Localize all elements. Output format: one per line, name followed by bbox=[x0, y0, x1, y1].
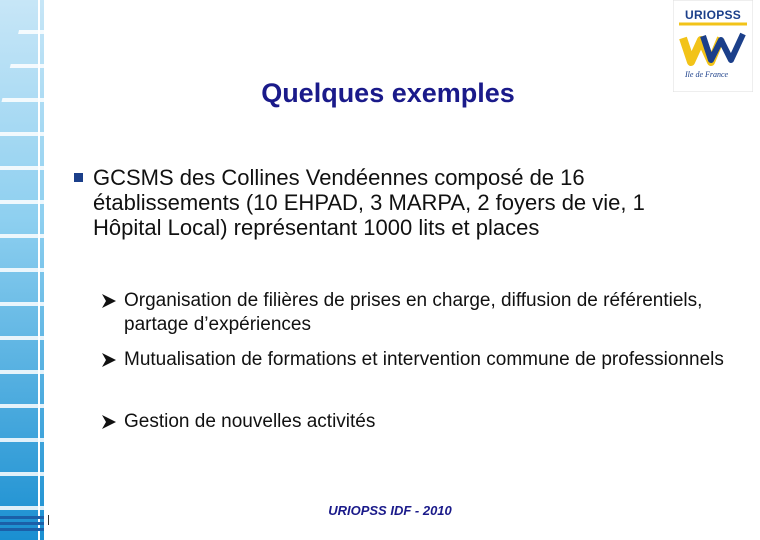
sub-bullet-3: Gestion de nouvelles activités bbox=[124, 411, 376, 432]
square-bullet-icon bbox=[74, 173, 83, 182]
slide-title: Quelques exemples bbox=[261, 78, 515, 108]
logo-region: Ile de France bbox=[685, 70, 729, 79]
sub-bullet-2: Mutualisation de formations et intervention commune de professionnels bbox=[124, 349, 724, 370]
slide-footer: URIOPSS IDF - 2010 bbox=[328, 503, 452, 518]
logo-name: URIOPSS bbox=[685, 8, 742, 22]
arrow-right-icon bbox=[101, 413, 117, 431]
stripe-foot-line bbox=[0, 522, 44, 525]
arrow-right-icon bbox=[101, 292, 117, 310]
main-bullet-text: GCSMS des Collines Vendéennes composé de 16 établissements (10 EHPAD, 3 MARPA, 2 foyers de vie, 1 Hôpital Local) représentant 1000 lits et places bbox=[93, 165, 645, 240]
sub-bullet-1: Organisation de filières de prises en charge, diffusion de référentiels, partage d’expériences bbox=[124, 290, 703, 335]
stripe-foot-line bbox=[0, 528, 44, 531]
arrow-right-icon bbox=[101, 351, 117, 369]
